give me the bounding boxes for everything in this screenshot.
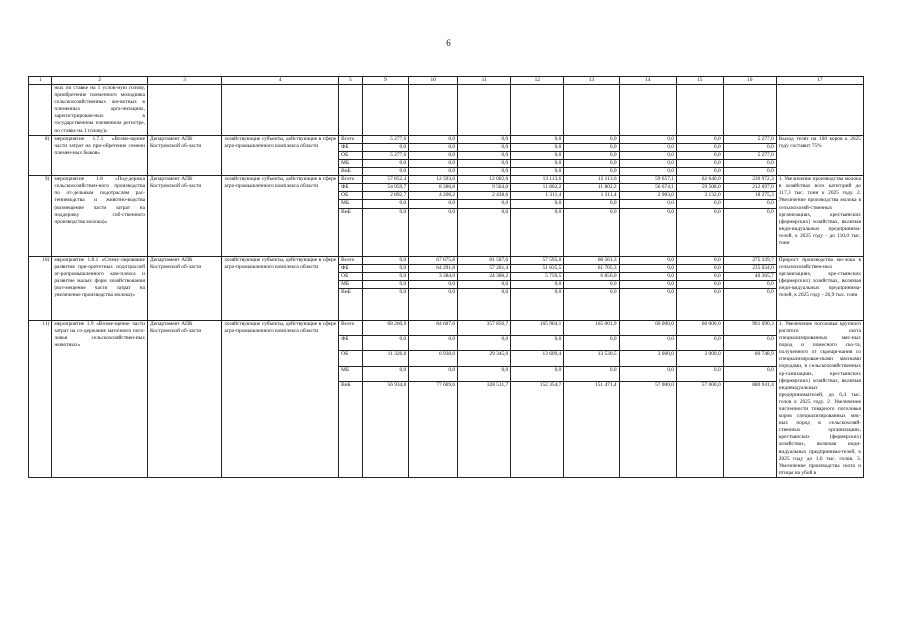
amount-cell: 0,0 [723,288,776,320]
program-activities-table [28,76,864,478]
column-number-header: 16 [723,77,776,85]
amount-cell: 0,0 [458,288,511,320]
amount-cell: 0,0 [362,336,409,351]
amount-cell: 0,0 [458,159,511,167]
executor-cell: Департамент АПК Костромской об-ласти [147,320,221,477]
empty-cell [676,85,723,136]
amount-cell: 0,0 [564,200,619,208]
amount-cell: 0,0 [362,272,409,280]
amount-cell: 0,0 [409,151,458,159]
amount-cell: 0,0 [511,135,564,143]
amount-cell: 0,0 [723,168,776,176]
amount-cell: 0,0 [362,288,409,320]
amount-cell: 0,0 [362,264,409,272]
amount-cell: 0,0 [619,264,676,272]
amount-cell: 0,0 [458,280,511,288]
amount-cell: 0,0 [619,272,676,280]
amount-cell: 0,0 [723,208,776,256]
amount-cell: 0,0 [564,366,619,381]
amount-cell: 0,0 [619,135,676,143]
empty-cell [339,85,362,136]
amount-cell: 1 311,4 [511,192,564,200]
amount-cell: 0,0 [676,143,723,151]
column-number-header: 13 [564,77,619,85]
amount-cell: 0,0 [409,143,458,151]
amount-cell: 0,0 [619,143,676,151]
amount-cell: 24 306,2 [458,272,511,280]
amount-cell: 230 972,3 [723,176,776,184]
amount-cell: 0,0 [458,151,511,159]
amount-cell: 0,0 [511,208,564,256]
amount-cell: 60 000,0 [619,320,676,335]
amount-cell: 57 595,0 [511,256,564,264]
amount-cell: 29 345,0 [458,351,511,366]
empty-cell [776,85,863,136]
amount-cell: 1 311,4 [564,192,619,200]
amount-cell: 0,0 [619,256,676,264]
amount-cell: 0,0 [362,208,409,256]
amount-cell: 6 938,0 [409,351,458,366]
header-row [29,77,864,85]
funding-source-cell: Всего [339,256,362,264]
funding-source-cell: ФБ [339,336,362,351]
amount-cell: 0,0 [564,208,619,256]
column-number-header: 9 [362,77,409,85]
amount-cell: 0,0 [458,168,511,176]
table-row [29,176,864,184]
column-number-header: 4 [222,77,339,85]
funding-source-cell: ОБ [339,351,362,366]
amount-cell: 0,0 [676,264,723,272]
continuation-row [29,85,864,136]
amount-cell: 0,0 [458,336,511,351]
column-number-header: 17 [776,77,863,85]
amount-cell: 0,0 [564,159,619,167]
amount-cell: 0,0 [676,366,723,381]
amount-cell: 68 561,3 [564,256,619,264]
row-number-cell: 11) [29,320,52,477]
participants-cell: хозяйствующие субъекты, действующие в сфере агро-промышленного комплекса области [222,256,339,320]
funding-source-cell: ВнБ [339,288,362,320]
amount-cell: 0,0 [458,366,511,381]
amount-cell: 5 277,0 [723,151,776,159]
funding-source-cell: ОБ [339,272,362,280]
amount-cell: 0,0 [723,280,776,288]
funding-source-cell: ФБ [339,184,362,192]
amount-cell: 0,0 [619,366,676,381]
funding-source-cell: ОБ [339,192,362,200]
empty-cell [147,85,221,136]
funding-source-cell: МБ [339,200,362,208]
amount-cell: 0,0 [564,143,619,151]
amount-cell: 0,0 [511,336,564,351]
amount-cell: 0,0 [511,280,564,288]
amount-cell: 11 326,0 [362,351,409,366]
amount-cell: 6 856,0 [564,272,619,280]
funding-source-cell: ОБ [339,151,362,159]
amount-cell: 0,0 [362,159,409,167]
amount-cell: 0,0 [723,366,776,381]
activity-name-cell: мероприятие 1.9 «Возме-щение части затрат на со-держание маточного пого-ловья сельскохозяйствен-ных животных» [52,320,148,477]
funding-source-cell: МБ [339,280,362,288]
amount-cell: 0,0 [362,200,409,208]
amount-cell: 54 959,7 [362,184,409,192]
amount-cell: 0,0 [564,168,619,176]
activity-name-cell: мероприятие 1.7.1 «Возме-щение части затрат на при-обретение семени племен-ных быков» [52,135,148,175]
column-number-header: 15 [676,77,723,85]
amount-cell: 61 705,3 [564,264,619,272]
amount-cell: 5 277,0 [362,135,409,143]
amount-cell: 0,0 [676,159,723,167]
amount-cell: 0,0 [458,200,511,208]
amount-cell: 0,0 [362,168,409,176]
amount-cell: 11 802,2 [511,184,564,192]
amount-cell: 0,0 [409,168,458,176]
amount-cell: 0,0 [619,159,676,167]
amount-cell: 59 508,0 [676,184,723,192]
amount-cell: 3 132,0 [676,192,723,200]
amount-cell: 357 856,7 [458,320,511,335]
amount-cell: 275 339,7 [723,256,776,264]
row-number-cell [29,85,52,136]
funding-source-cell: ФБ [339,143,362,151]
amount-cell: 0,0 [619,151,676,159]
amount-cell: 0,0 [409,200,458,208]
amount-cell: 2 983,0 [619,192,676,200]
amount-cell: 0,0 [676,168,723,176]
expected-result-cell: Выход телят на 100 коров к 2025 году составит 75% [776,135,863,175]
amount-cell: 68 260,0 [362,320,409,335]
amount-cell: 0,0 [362,280,409,288]
amount-cell: 0,0 [676,208,723,256]
amount-cell: 13 609,4 [511,351,564,366]
amount-cell: 40 305,7 [723,272,776,280]
amount-cell: 0,0 [723,143,776,151]
amount-cell: 0,0 [619,200,676,208]
column-number-header: 10 [409,77,458,85]
amount-cell: 0,0 [362,143,409,151]
amount-cell: 0,0 [619,208,676,256]
empty-cell [619,85,676,136]
amount-cell: 2 892,7 [362,192,409,200]
funding-source-cell: ВнБ [339,168,362,176]
column-number-header: 14 [619,77,676,85]
funding-source-cell: Всего [339,135,362,143]
participants-cell: хозяйствующие субъекты, действующие в сфере агро-промышленного комплекса области [222,135,339,175]
amount-cell: 12 002,6 [458,176,511,184]
amount-cell: 0,0 [676,151,723,159]
amount-cell: 12 593,0 [409,176,458,184]
amount-cell: 212 697,0 [723,184,776,192]
amount-cell: 0,0 [564,280,619,288]
amount-cell: 57 000,0 [619,381,676,477]
amount-cell: 60 000,0 [676,320,723,335]
funding-source-cell: Всего [339,320,362,335]
amount-cell: 3 000,0 [619,351,676,366]
amount-cell: 0,0 [511,200,564,208]
funding-source-cell: МБ [339,366,362,381]
amount-cell: 57 000,0 [676,381,723,477]
amount-cell: 0,0 [676,200,723,208]
amount-cell: 13 530,5 [564,351,619,366]
executor-cell: Департамент АПК Костромской об-ласти [147,135,221,175]
amount-cell: 5 277,0 [362,151,409,159]
column-number-header: 2 [52,77,148,85]
amount-cell: 5 277,0 [723,135,776,143]
amount-cell: 0,0 [511,168,564,176]
funding-source-cell: ФБ [339,264,362,272]
amount-cell: 0,0 [511,288,564,320]
empty-cell [511,85,564,136]
row-number-cell: 8) [29,135,52,175]
amount-cell: 0,0 [619,288,676,320]
amount-cell: 13 113,6 [511,176,564,184]
amount-cell: 9 564,0 [458,184,511,192]
funding-source-cell: ВнБ [339,381,362,477]
amount-cell: 5 759,5 [511,272,564,280]
executor-cell: Департамент АПК Костромской об-ласти [147,256,221,320]
amount-cell: 0,0 [723,336,776,351]
amount-cell: 0,0 [619,336,676,351]
column-number-header: 5 [339,77,362,85]
amount-cell: 0,0 [409,336,458,351]
amount-cell: 235 034,0 [723,264,776,272]
amount-cell: 62 640,0 [676,176,723,184]
activity-name-cell: мероприятие 1.8 «Под-держка сельскохозяйствен-ного производства по от-дельным подотраслям рас-тениеводства и животно-водства (возмещение части затрат на поддержку соб-ственного производства молока)» [52,176,148,256]
amount-cell: 0,0 [458,143,511,151]
amount-cell: 51 835,5 [511,264,564,272]
amount-cell: 0,0 [511,366,564,381]
amount-cell: 80 748,9 [723,351,776,366]
amount-cell: 0,0 [723,159,776,167]
amount-cell: 880 941,4 [723,381,776,477]
amount-cell: 0,0 [564,151,619,159]
row-number-cell: 10) [29,256,52,320]
amount-cell: 11 802,2 [564,184,619,192]
amount-cell: 961 690,3 [723,320,776,335]
amount-cell: 67 675,8 [409,256,458,264]
column-number-header: 12 [511,77,564,85]
amount-cell: 2 438,6 [458,192,511,200]
amount-cell: 0,0 [409,159,458,167]
amount-cell: 0,0 [511,143,564,151]
amount-cell: 0,0 [676,336,723,351]
amount-cell: 13 113,6 [564,176,619,184]
amount-cell: 0,0 [619,280,676,288]
amount-cell: 0,0 [676,256,723,264]
amount-cell: 56 674,1 [619,184,676,192]
amount-cell: 328 511,7 [458,381,511,477]
amount-cell: 0,0 [409,135,458,143]
amount-cell: 0,0 [723,200,776,208]
amount-cell: 0,0 [676,272,723,280]
empty-cell [723,85,776,136]
amount-cell: 152 354,7 [511,381,564,477]
empty-cell [458,85,511,136]
expected-result-cell: 1. Увеличение поголовья крупного рогатого скота специализированных мяс-ных пород и помесного ско-та, полученного от скрещи-вания со специализирован-ными мясными породами, в сельскохозяйственных ор-ганизациях, крестьянских (фермерских) хозяйствах, включая индивидуальных предпринимателей, до 6,4 тыс. голов к 2025 году. 2. Увеличение численности товарного поголовья коров специализированных мяс-ных пород в сельскохозяй-ственных организациях, крестьянских (фермерских) хозяйствах, включая инди-видуальных предпринима-телей, к 2025 году до 1,6 тыс. голов. 3. Увеличение производства скота и птицы на убой в [776,320,863,477]
activity-continuation-text: ных по ставке на 1 услов-ную голову, приобретение племенного молодняка сельскохозяйственных жи-вотных в племенных орга-низациях, зарегистрирован-ных в государственном племенном регистре, по ставке на 1 голову)» [52,85,148,136]
amount-cell: 3 384,0 [409,272,458,280]
column-number-header: 3 [147,77,221,85]
column-number-header: 11 [458,77,511,85]
participants-cell: хозяйствующие субъекты, действующие в сфере агро-промышленного комплекса области [222,176,339,256]
funding-source-cell: МБ [339,159,362,167]
empty-cell [362,85,409,136]
amount-cell: 4 206,2 [409,192,458,200]
amount-cell: 0,0 [458,208,511,256]
table-row [29,135,864,143]
amount-cell: 77 669,6 [409,381,458,477]
amount-cell: 59 657,1 [619,176,676,184]
expected-result-cell: 1. Увеличение производства молока в хозяйствах всех категорий до 117,3 тыс. тонн к 2025 году. 2. Увеличение производства молока в сельскохозяй-ственных организациях, крестьянских (фермерских) хозяйствах, включая инди-видуальных предпринима-телей, к 2025 году - до 110,0 тыс. тонн [776,176,863,256]
amount-cell: 18 275,3 [723,192,776,200]
amount-cell: 0,0 [564,135,619,143]
amount-cell: 165 001,9 [564,320,619,335]
amount-cell: 0,0 [409,366,458,381]
amount-cell: 0,0 [676,288,723,320]
funding-source-cell: Всего [339,176,362,184]
amount-cell: 0,0 [458,135,511,143]
amount-cell: 0,0 [362,256,409,264]
amount-cell: 0,0 [564,336,619,351]
empty-cell [222,85,339,136]
column-number-header: 1 [29,77,52,85]
amount-cell: 0,0 [511,159,564,167]
amount-cell: 0,0 [511,151,564,159]
amount-cell: 8 386,8 [409,184,458,192]
amount-cell: 57 201,4 [458,264,511,272]
amount-cell: 0,0 [676,135,723,143]
amount-cell: 64 291,8 [409,264,458,272]
funding-source-cell: ВнБ [339,208,362,256]
row-number-cell: 9) [29,176,52,256]
empty-cell [409,85,458,136]
executor-cell: Департамент АПК Костромской об-ласти [147,176,221,256]
amount-cell: 0,0 [409,208,458,256]
amount-cell: 0,0 [676,280,723,288]
amount-cell: 84 607,6 [409,320,458,335]
page-number: 6 [446,38,451,48]
amount-cell: 0,0 [409,288,458,320]
table-row [29,320,864,335]
amount-cell: 0,0 [619,168,676,176]
activity-name-cell: мероприятие 1.8.1 «Стиму-лирование развития при-оритетных подотраслей аг-ропромышленного ком-плекса и развитие малых форм хозяйствования (воз-мещение части затрат на увеличение производства молока)» [52,256,148,320]
amount-cell: 0,0 [564,288,619,320]
amount-cell: 57 852,4 [362,176,409,184]
amount-cell: 151 471,4 [564,381,619,477]
amount-cell: 0,0 [362,366,409,381]
amount-cell: 3 000,0 [676,351,723,366]
amount-cell: 165 964,1 [511,320,564,335]
amount-cell: 81 507,6 [458,256,511,264]
participants-cell: хозяйствующие субъекты, действующие в сфере агро-промышленного комплекса области [222,320,339,477]
amount-cell: 56 934,0 [362,381,409,477]
empty-cell [564,85,619,136]
table-row [29,256,864,264]
expected-result-cell: Прирост производства мо-лока в сельскохозяйствен-ных организациях, кре-стьянских (фермерских) хозяйствах, включая инди-видуальных предпринима-телей, к 2025 году - 26,9 тыс. тонн [776,256,863,320]
amount-cell: 0,0 [409,280,458,288]
